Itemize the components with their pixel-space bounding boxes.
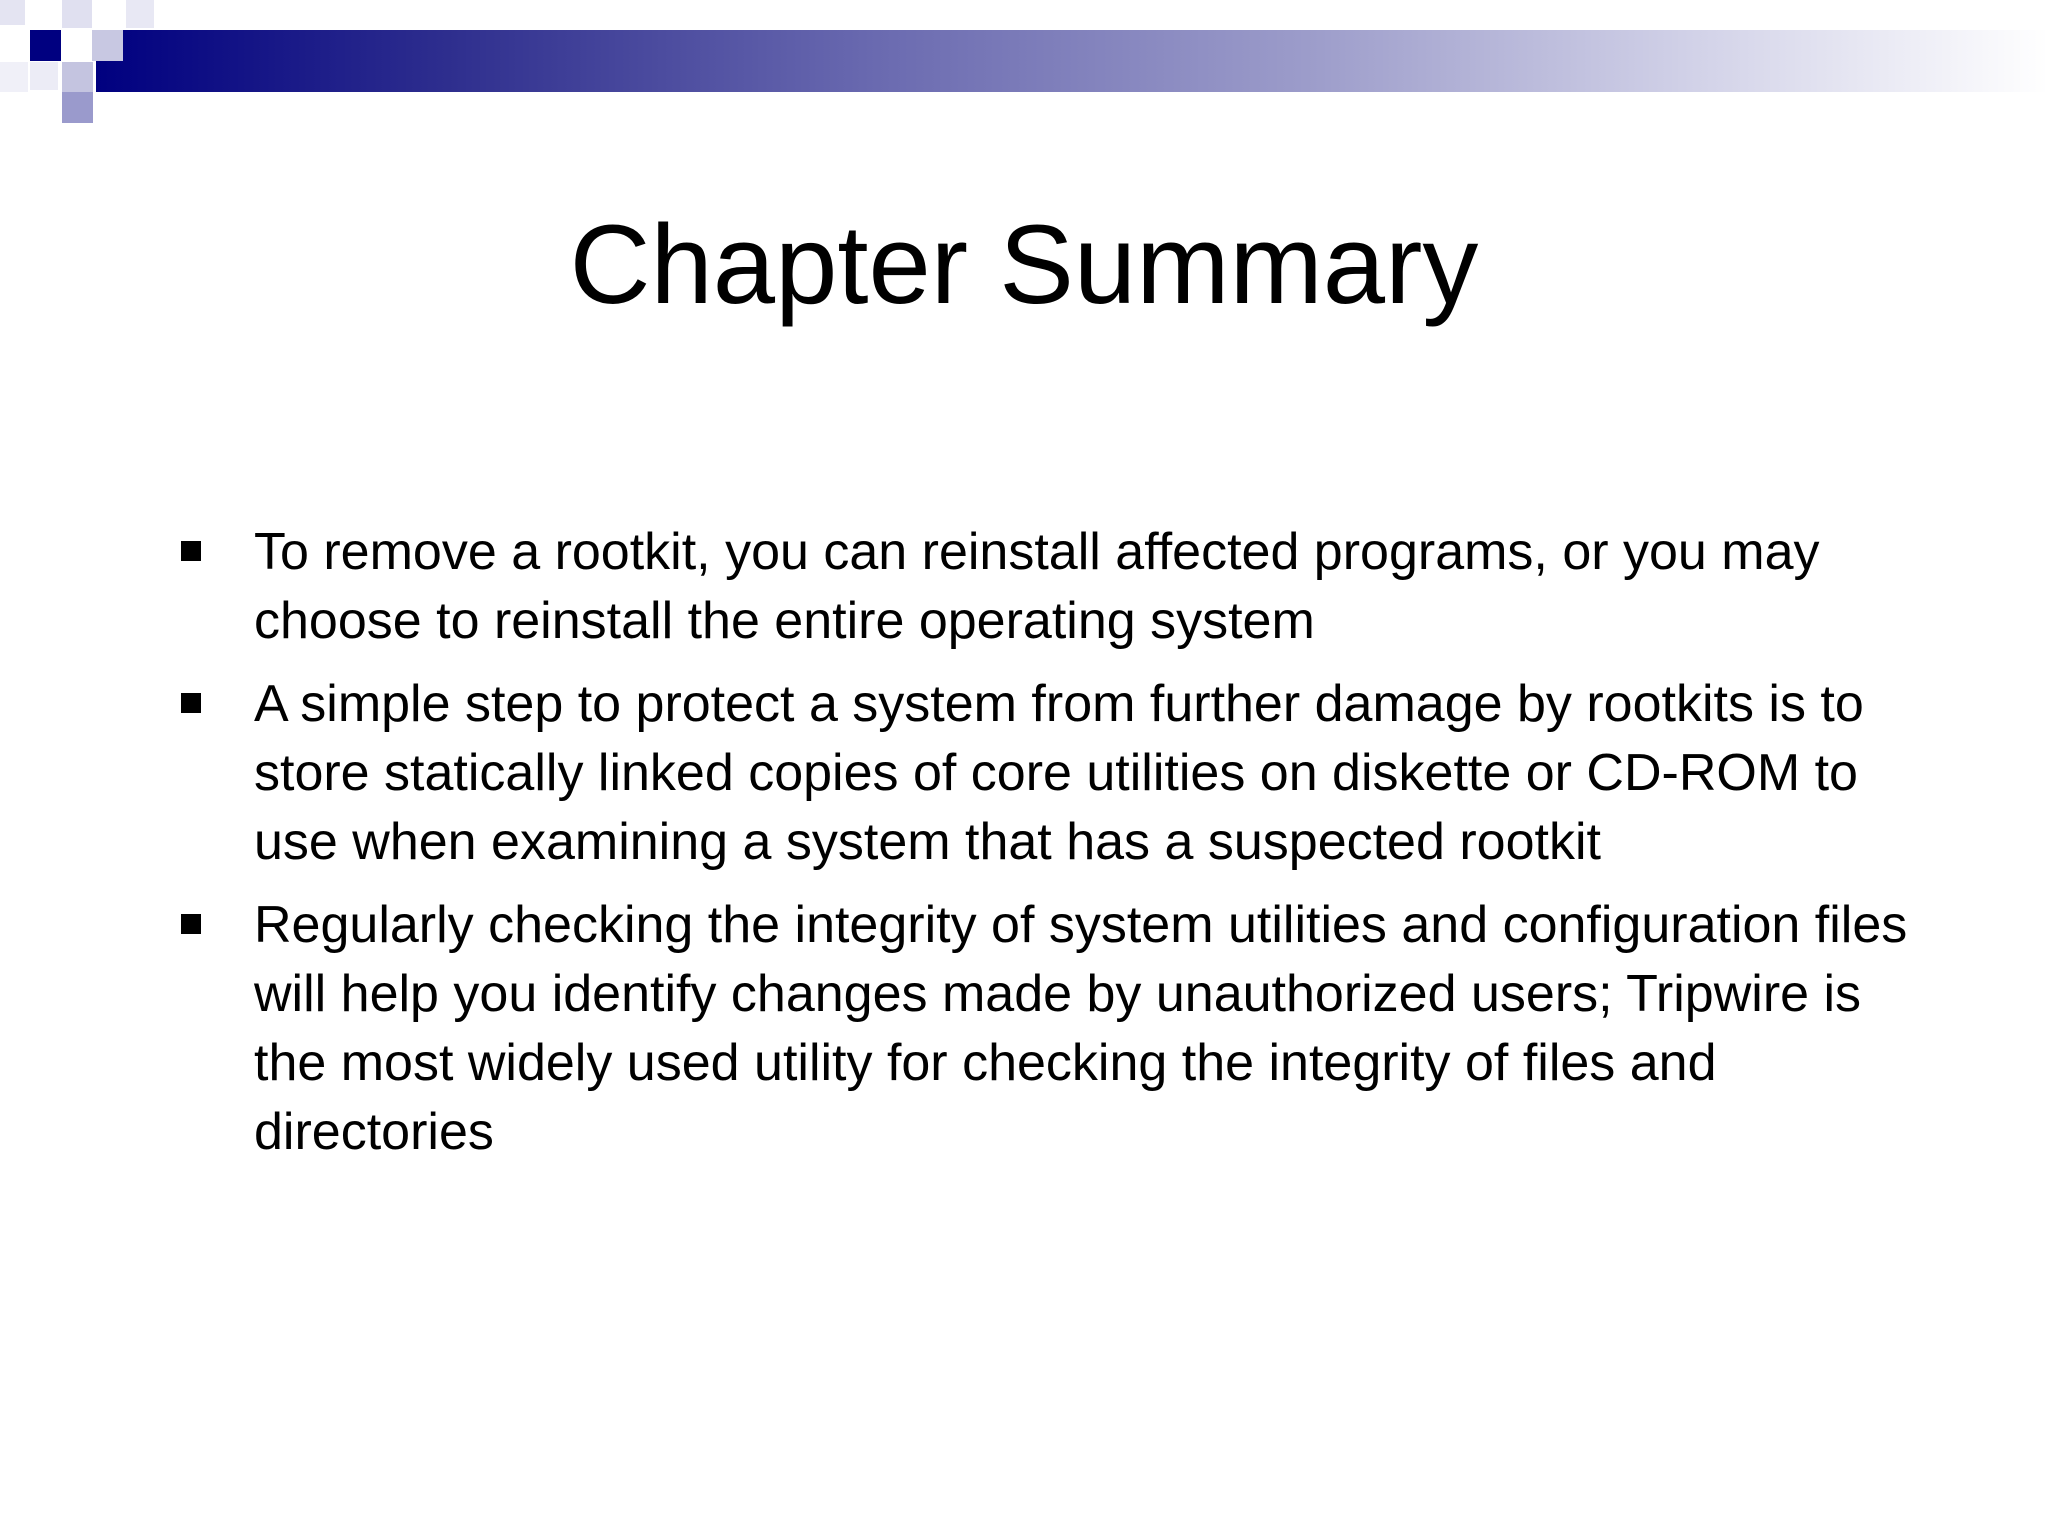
- decor-square: [62, 0, 92, 28]
- decor-square: [0, 62, 28, 92]
- bullet-item: [178, 518, 1918, 656]
- bullet-item: [178, 891, 1918, 1167]
- decor-square: [0, 0, 25, 25]
- square-bullet-icon: [181, 914, 201, 934]
- decor-square: [30, 62, 58, 90]
- decor-square: [30, 30, 61, 61]
- bullet-text: To remove a rootkit, you can reinstall affected programs, or you may choose to reinstall the entire operating system: [254, 523, 1820, 650]
- square-bullet-icon: [181, 541, 201, 561]
- header-gradient-band: [96, 30, 2048, 92]
- decor-square: [126, 0, 154, 28]
- bullet-list: [178, 518, 1918, 1181]
- slide-title: Chapter Summary: [569, 202, 1479, 327]
- decor-square: [62, 62, 93, 93]
- bullet-text: A simple step to protect a system from further damage by rootkits is to store statically linked copies of core utilities on diskette or CD-ROM to use when examining a system that has a suspected rootkit: [254, 675, 1864, 871]
- square-bullet-icon: [181, 693, 201, 713]
- decor-square: [62, 92, 93, 123]
- bullet-item: [178, 670, 1918, 877]
- decor-square: [92, 30, 123, 61]
- bullet-text: Regularly checking the integrity of system utilities and configuration files will help you identify changes made by unauthorized users; Tripwire is the most widely used utility for checking the integrity of files and directories: [254, 896, 1908, 1161]
